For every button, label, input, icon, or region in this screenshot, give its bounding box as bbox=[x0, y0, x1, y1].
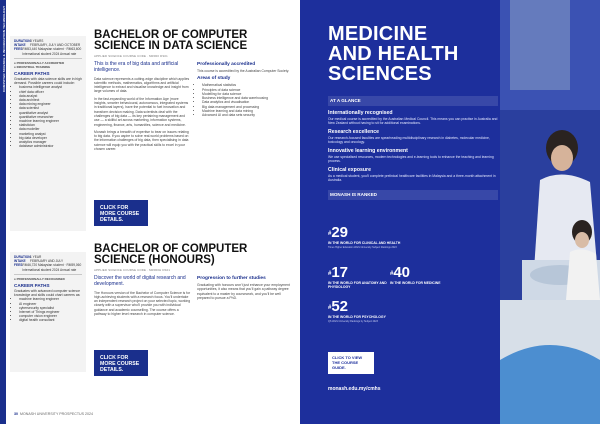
course1-main bbox=[94, 30, 294, 154]
course2-main bbox=[94, 244, 294, 319]
area-item: • Big data management and processing bbox=[202, 105, 294, 109]
course1-body1: Data science represents a cutting-edge discipline which applies scientific methods, mathematics, algorithms and artificial intelligence to extract and visualise knowledge and insight from large volumes of data. bbox=[94, 76, 190, 94]
glance-text-1: Our medical course is accredited by the Australian Medical Council. This means you can practise in Australia and New Zealand without having to sit for additional examinations. bbox=[328, 116, 498, 125]
course2-career-heading: CAREER PATHS bbox=[14, 282, 50, 288]
medical-students-photo bbox=[500, 0, 600, 424]
course1-career-intro: Graduates with data science skills are in high demand. Possible careers could include: bbox=[14, 76, 82, 86]
right-page bbox=[300, 0, 600, 424]
area-item: • Principles of data science bbox=[202, 88, 294, 92]
course2-intake: FEBRUARY AND JULY bbox=[30, 259, 64, 264]
photo-illustration bbox=[500, 0, 600, 424]
area-item: • Data analytics and visualisation bbox=[202, 100, 294, 104]
course1-areas-list bbox=[197, 83, 294, 117]
course-guide-button[interactable]: CLICK TO VIEW THE COURSE GUIDE. bbox=[328, 352, 374, 374]
course1-intake: FEBRUARY, JULY AND OCTOBER bbox=[30, 43, 81, 48]
rank-psychology: #52 IN THE WORLD FOR PSYCHOLOGY QS World University Rankings by Subject 2023 bbox=[328, 298, 386, 324]
ranked-heading: MONASH IS RANKED bbox=[328, 190, 498, 200]
glance-heading-3: Innovative learning environment bbox=[328, 148, 408, 155]
course1-lead: This is the era of big data and artificial intelligence. bbox=[94, 61, 179, 73]
left-page bbox=[6, 0, 300, 424]
glance-text-4: As a medical student, you'll complete prelinical healthcare facilities in Malaysia and a three-month attachment in Australia. bbox=[328, 173, 496, 183]
career-item: • computer vision engineer bbox=[19, 314, 82, 318]
career-item: • database administrator bbox=[19, 144, 82, 148]
glance-heading-1: Internationally recognised bbox=[328, 110, 393, 116]
course1-tag-training: ● INDUSTRIAL TRAINING bbox=[14, 64, 51, 69]
course2-career-intro: Graduates with advanced computer science knowledge and skills could chart careers as: bbox=[14, 288, 81, 298]
glance-heading-2: Research excellence bbox=[328, 129, 380, 136]
course1-fees: RM53,440 Malaysian student · RM63,600 International student 2024 Annual rate bbox=[22, 47, 82, 56]
faculty-url-link[interactable]: monash.edu.my/cmhs bbox=[328, 386, 381, 392]
rank-medicine: #40 IN THE WORLD FOR MEDICINE bbox=[390, 264, 441, 285]
career-item: • Internet of Things engineer bbox=[19, 310, 82, 314]
area-item: • Machine learning and data mining bbox=[202, 109, 294, 113]
area-item: • Advanced AI and data sets security bbox=[202, 113, 294, 117]
course1-career-heading: CAREER PATHS bbox=[14, 70, 50, 76]
area-item: • Mathematical statistics bbox=[202, 83, 294, 87]
career-item: • data mining engineer bbox=[19, 102, 82, 106]
course1-areas-heading: Areas of study bbox=[197, 76, 231, 82]
career-item: • data architect bbox=[19, 98, 82, 102]
course2-code: APPLIED SCIENCE COURSE CODE · MR000H DS01 bbox=[94, 268, 171, 272]
course2-title: BACHELOR OF COMPUTER SCIENCE (HONOURS) bbox=[94, 243, 248, 266]
page-footer bbox=[14, 412, 93, 416]
footer-text: MONASH UNIVERSITY PROSPECTUS 2024 bbox=[20, 412, 94, 416]
at-a-glance-heading: AT A GLANCE bbox=[328, 96, 498, 106]
career-item: • statistician bbox=[19, 123, 82, 127]
career-item: • chief data officer bbox=[19, 90, 82, 94]
career-item: • data scientist bbox=[19, 106, 82, 110]
career-item: • cybersecurity specialist bbox=[19, 306, 82, 310]
career-item: • digital health consultant bbox=[19, 318, 82, 322]
career-item: • machine learning engineer bbox=[19, 297, 82, 301]
page-number: 30 bbox=[14, 412, 18, 416]
course1-body3: Monash brings a breadth of expertise to bear on issues relating to big data. If you aspire to solve real-world problems based on the information challenges of big data, then specialising in data science will equip you with the practical skills to excel in your chosen career. bbox=[94, 129, 189, 152]
course2-details-button[interactable]: CLICK FOR MORE COURSE DETAILS. bbox=[94, 350, 148, 376]
course2-prog-heading: Progression to further studies bbox=[197, 276, 266, 281]
career-item: • data analyst bbox=[19, 94, 82, 98]
course1-career-list bbox=[14, 85, 82, 148]
course1-accred-heading: Professionally accredited bbox=[197, 62, 256, 67]
course2-body1: The Honours version of the Bachelor of Computer Science is for high-achieving students with a research focus. You'll undertake an independent research project on your selected topic, working closely with a supervisor who'll provide you with individual guidance and academic counselling. The course offers a pathway to higher level research in computer science. bbox=[94, 290, 191, 317]
course2-fees: RM46,720 Malaysian student · RM59,060 International student 2024 Annual rate bbox=[22, 263, 82, 272]
area-item: • Modelling for data science bbox=[202, 92, 294, 96]
rank-clinical: #29 IN THE WORLD FOR CLINICAL AND HEALTH Times Higher Education World University Subject Rankings 2023 bbox=[328, 224, 401, 250]
glance-text-3: We use specialised resources, modern technologies and e-learning tools to enhance the teaching and learning process. bbox=[328, 154, 494, 163]
rank-anatomy: #17 IN THE WORLD FOR ANATOMY AND PHYSIOLOGY bbox=[328, 264, 387, 290]
course1-body2: In the fast-expanding world of the Information Age (more insights, smarter behavioural, autonomous, integrated systems in traditional layers), have the potential to fuel innovation and transform decision making. Data scientists deal with the challenges of big data — its key pertaining management and use — a skillful art across marketing, information systems, engineering, finance, arts, humanities, science and medicine. bbox=[94, 96, 189, 127]
course1-sidebar: DURATION 3 YEARS INTAKE FEBRUARY, JULY AND OCTOBER FEES RM53,440 Malaysian student · RM63,600 International student 2024 Annual rate ● PROFESSIONALLY ACCREDITED ● INDUSTRIAL TRAINING CAREER PATHS Graduates with data science skills are in high demand. Possible careers could include: • business intelligence analyst • chief data officer • data analyst • data architect • data mining engineer • data scientist • quantitative analyst • quantitative researcher • machine learning engineer • statistician • data modeller • marketing analyst • big data developer • analytics manager • database administrator bbox=[10, 36, 86, 231]
glance-heading-4: Clinical exposure bbox=[328, 167, 371, 174]
right-content bbox=[328, 0, 498, 200]
career-item: • analytics manager bbox=[19, 140, 82, 144]
course2-tag-recognised: ● PROFESSIONALLY RECOGNISED bbox=[14, 276, 65, 281]
career-item: • AI engineer bbox=[19, 302, 82, 306]
career-item: • quantitative researcher bbox=[19, 115, 82, 119]
course1-accred-text: This course is accredited by the Australian Computer Society. bbox=[197, 69, 290, 73]
career-item: • quantitative analyst bbox=[19, 111, 82, 115]
career-item: • machine learning engineer bbox=[19, 119, 82, 123]
course2-prog-text: Graduating with honours won't just enhance your employment opportunities, it also means that you'll gain a pathway degree equivalent to a master by coursework, and you'll be well prepared to pursue a PhD. bbox=[197, 283, 290, 300]
area-item: • Business intelligence and data warehousing bbox=[202, 96, 294, 100]
course2-duration: 1 YEAR bbox=[30, 255, 42, 259]
course1-details-button[interactable]: CLICK FOR MORE COURSE DETAILS. bbox=[94, 200, 148, 226]
glance-text-2: Our research-focused faculties are spearheading multidisciplinary research in diabetes, molecular medicine, toxicology and oncology. bbox=[328, 135, 490, 144]
course1-title: BACHELOR OF COMPUTER SCIENCE IN DATA SCIENCE bbox=[94, 29, 248, 52]
course2-lead: Discover the world of digital research and development. bbox=[94, 275, 186, 287]
spine-label: COMPUTER SCIENCE & INFORMATION TECHNOLOGY bbox=[2, 5, 6, 92]
course1-tag-accredited: ● PROFESSIONALLY ACCREDITED bbox=[14, 60, 65, 65]
course2-sidebar: DURATION 1 YEAR INTAKE FEBRUARY AND JULY FEES RM46,720 Malaysian student · RM59,060 International student 2024 Annual rate ● PROFESSIONALLY RECOGNISED CAREER PATHS Graduates with advanced computer science knowledge and skills could chart careers as: • machine learning engineer • AI engineer • cybersecurity specialist • Internet of Things engineer • computer vision engineer • digital health consultant bbox=[10, 252, 86, 372]
course2-career-list bbox=[14, 297, 82, 322]
career-item: • business intelligence analyst bbox=[19, 85, 82, 89]
course1-code: APPLIED SCIENCE COURSE CODE · MR000 DS01 bbox=[94, 54, 168, 58]
career-item: • big data developer bbox=[19, 136, 82, 140]
faculty-title: MEDICINE AND HEALTH SCIENCES bbox=[328, 23, 459, 85]
career-item: • data modeller bbox=[19, 127, 82, 131]
divider bbox=[14, 274, 82, 275]
divider bbox=[14, 58, 82, 59]
career-item: • marketing analyst bbox=[19, 132, 82, 136]
course1-duration: 3 YEARS bbox=[30, 39, 44, 43]
